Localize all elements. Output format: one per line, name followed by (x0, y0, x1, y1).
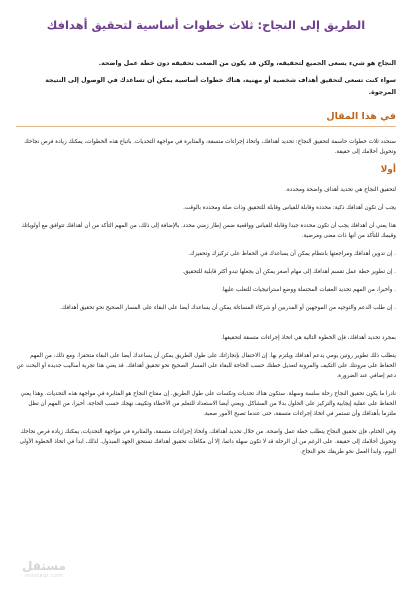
step-paragraph: لتحقيق النجاح هي تحديد أهداف واضحة ومحددة. (285, 187, 396, 193)
section-divider (16, 126, 396, 127)
step-paragraph: يجب أن تكون أهدافك ذكية: محددة وقابلة للقياس وقابلة للتحقيق وذات صلة ومحددة بالوقت. (183, 205, 396, 211)
watermark-url: mostaql.com (25, 573, 63, 579)
watermark-logo-text: مستقل (22, 559, 66, 573)
step-paragraph: . إن طلب الدعم والتوجيه من الموجهين أو المدربين أو شركاء المساءلة يمكن أن يساعدك أيضا على البقاء على المسار الصحيح نحو تحقيق أهدافك. (59, 305, 396, 311)
section-summary: سنحدد ثلاث خطوات حاسمة لتحقيق النجاح: تحديد أهدافك، واتخاذ إجراءات متسقة، والمثابرة في مواجهة التحديات. باتباع هذه الخطوات، يمكنك زيادة فرص نجاحك وتحويل أحلامك إلى حقيقة. (24, 139, 396, 155)
step-paragraph: . وأخيرا، من المهم تحديد العقبات المحتملة ووضع استراتيجيات للتغلب عليها. (221, 287, 396, 293)
step-paragraph: . إن تطوير خطة عمل تقسم أهدافك إلى مهام أصغر يمكن أن يجعلها تبدو أكثر قابلية للتحقيق. (182, 269, 396, 275)
spacer (16, 321, 396, 333)
intro-paragraph: سواء كنت تسعى لتحقيق أهداف شخصية أو مهنية، هناك خطوات أساسية يمكن أن تساعدك في الوصول إلى النتيجة المرجوة. (45, 77, 396, 96)
body-paragraph: نادرا ما يكون تحقيق النجاح رحلة سلسة وسهلة. ستكون هناك تحديات ونكسات على طول الطريق. إن مفتاح النجاح هو المثابرة في مواجهة هذه التحديات. وهذا يعني الحفاظ على عقلية إيجابية والتركيز على الحلول بدلا من المشاكل. ويعني أيضا الاستعداد للتعلم من الأخطاء وتكييف نهجك حسب الحاجة. أخيرا، من المهم أن تظل ملتزما بأهدافك وأن تستمر في اتخاذ إجراءات متسقة، حتى عندما تصبح الأمور صعبة. (20, 391, 396, 417)
step-paragraph: هذا يعني أن أهدافك يجب أن تكون محددة جيدا وقابلة للقياس وواقعية ضمن إطار زمني محدد. بالإضافة إلى ذلك، من المهم التأكد من أن أهدافك تتوافق مع أولوياتك وقيمك للتأكد من أنها ذات معنى ومرضية. (21, 223, 396, 239)
section-heading: في هذا المقال (326, 111, 396, 122)
body-paragraph: بمجرد تحديد أهدافك، فإن الخطوة التالية هي اتخاذ إجراءات متسقة لتحقيقها. (221, 335, 396, 341)
intro-paragraph: النجاح هو شيء يسعى الجميع لتحقيقه، ولكن قد يكون من الصعب تحقيقه دون خطة عمل واضحة. (98, 60, 396, 67)
body-paragraph: وفي الختام، فإن تحقيق النجاح يتطلب خطة عمل واضحة. من خلال تحديد أهدافك، واتخاذ إجراءات متسقة، والمثابرة في مواجهة التحديات، يمكنك زيادة فرص نجاحك وتحويل أحلامك إلى حقيقة. على الرغم من أن الرحلة قد لا تكون سهلة دائما، إلا أن مكافآت تحقيق أهدافك تستحق الجهد المبذول. لذلك، ابدأ في اتخاذ الخطوة الأولى اليوم، وابدأ العمل نحو طريقك نحو النجاح. (19, 429, 396, 455)
step-paragraph: . إن تدوين أهدافك ومراجعتها بانتظام يمكن أن يساعدك في الحفاظ على تركيزك وتحفيزك. (188, 251, 396, 257)
step-heading: أولا (380, 165, 396, 175)
page-title: الطريق إلى النجاح: ثلاث خطوات أساسية لتحقيق أهدافك (46, 18, 366, 32)
body-paragraph: يتطلب ذلك تطوير روتين يومي يدعم أهدافك ويلتزم بها. إن الاحتفال بإنجازاتك على طول الطريق يمكن أن يساعدك أيضا على البقاء متحفزا. ومع ذلك، من المهم الحفاظ على مرونتك على التكيف والمرونة لتعديل خطتك حسب الحاجة للبقاء على المسار الصحيح نحو تحقيق أهدافك. قد يعني هذا تجربة أساليب جديدة أو البحث عن دعم إضافي عند الضرورة. (16, 353, 396, 379)
watermark-logo (20, 559, 68, 591)
